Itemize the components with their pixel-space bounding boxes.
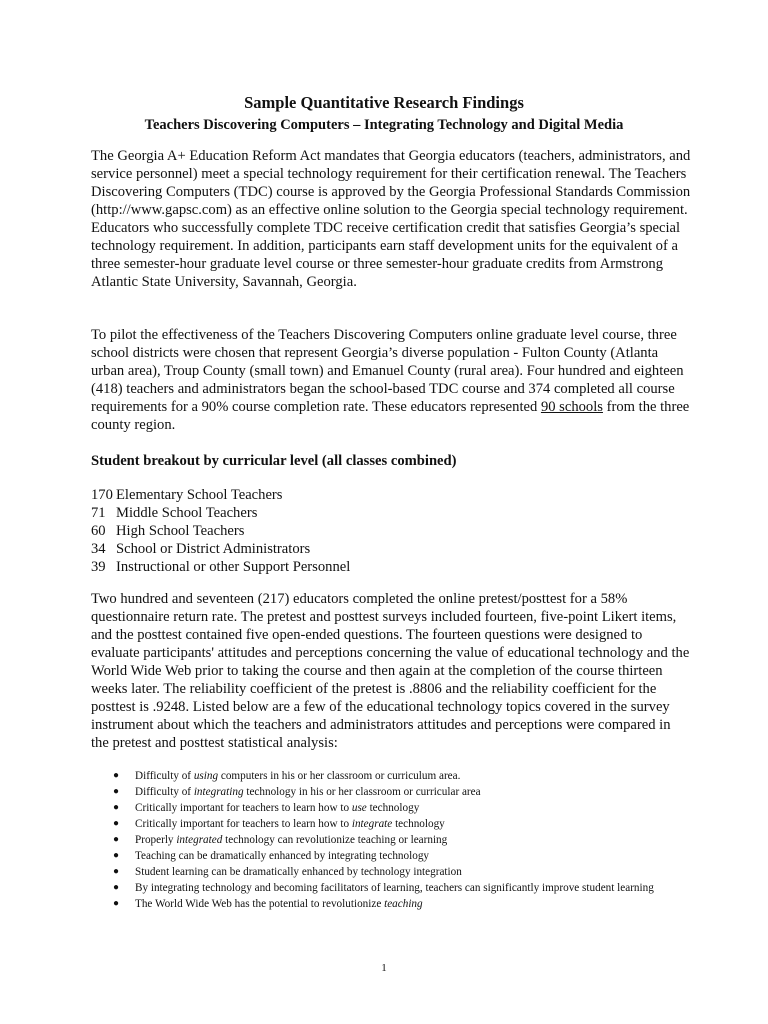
breakout-row bbox=[91, 558, 350, 576]
breakout-row bbox=[91, 522, 350, 540]
breakout-count: 60 bbox=[91, 523, 106, 539]
survey-topics-list bbox=[91, 768, 691, 912]
bullet-icon: ● bbox=[113, 866, 120, 877]
survey-paragraph: Two hundred and seventeen (217) educators completed the online pretest/posttest for a 58% questionnaire return rate. The pretest and posttest surveys included fourteen, five-point Likert items, and the posttest contained five open-ended questions. The fourteen questions were designed to evaluate participants' attitudes and perceptions concerning the value of educational technology and the World Wide Web prior to taking the course and then again at the completion of the course thirteen weeks later. The reliability coefficient of the pretest is .8806 and the reliability coefficient for the posttest is .9248. Listed below are a few of the educational technology topics covered in the survey instrument about which the teachers and administrators attitudes and perceptions were compared in the pretest and posttest statistical analysis: bbox=[91, 591, 690, 751]
list-item bbox=[91, 832, 691, 848]
bullet-icon: ● bbox=[113, 802, 120, 813]
list-item-text: By integrating technology and becoming facilitators of learning, teachers can significantly improve student learning bbox=[135, 882, 654, 894]
bullet-icon: ● bbox=[113, 882, 120, 893]
list-item bbox=[91, 896, 691, 912]
list-item bbox=[91, 880, 691, 896]
list-item bbox=[91, 816, 691, 832]
document-subtitle: Teachers Discovering Computers – Integrating Technology and Digital Media bbox=[144, 117, 624, 133]
bullet-icon: ● bbox=[113, 818, 120, 829]
bullet-icon: ● bbox=[113, 786, 120, 797]
list-item bbox=[91, 784, 691, 800]
breakout-label: School or District Administrators bbox=[116, 541, 311, 557]
list-item-text: Critically important for teachers to learn how to integrate technology bbox=[135, 818, 445, 830]
page-number: 1 bbox=[381, 962, 387, 974]
breakout-label: Instructional or other Support Personnel bbox=[116, 559, 351, 575]
pilot-text-before: To pilot the effectiveness of the Teachers Discovering Computers online graduate level course, three school districts were chosen that represent Georgia’s diverse population - Fulton County (Atlanta urban area), Troup County (small town) and Emanuel County (rural area). Four hundred and eighteen (418) teachers and administrators began the school-based TDC course and 374 completed all course requirements for a 90% course completion rate. These educators represented bbox=[91, 327, 684, 415]
breakout-count: 34 bbox=[91, 541, 106, 557]
breakout-label: High School Teachers bbox=[116, 523, 245, 539]
breakout-count: 39 bbox=[91, 559, 106, 575]
bullet-icon: ● bbox=[113, 898, 120, 909]
list-item-text: Difficulty of using computers in his or her classroom or curriculum area. bbox=[135, 770, 461, 782]
list-item bbox=[91, 768, 691, 784]
document-title: Sample Quantitative Research Findings bbox=[244, 93, 524, 112]
breakout-count: 71 bbox=[91, 505, 106, 521]
schools-underlined-text: 90 schools bbox=[540, 399, 603, 415]
list-item-text: Difficulty of integrating technology in his or her classroom or curricular area bbox=[135, 786, 481, 798]
list-item-text: Properly integrated technology can revolutionize teaching or learning bbox=[135, 834, 448, 846]
list-item-text: The World Wide Web has the potential to revolutionize teaching bbox=[135, 898, 423, 910]
breakout-row bbox=[91, 504, 350, 522]
breakout-label: Elementary School Teachers bbox=[116, 487, 283, 503]
breakout-label: Middle School Teachers bbox=[116, 505, 258, 521]
breakout-heading: Student breakout by curricular level (all classes combined) bbox=[91, 453, 457, 469]
bullet-icon: ● bbox=[113, 834, 120, 845]
breakout-count: 170 bbox=[91, 487, 113, 503]
list-item bbox=[91, 800, 691, 816]
bullet-icon: ● bbox=[113, 770, 120, 781]
list-item-text: Critically important for teachers to learn how to use technology bbox=[135, 802, 420, 814]
pilot-paragraph bbox=[91, 326, 691, 434]
list-item bbox=[91, 864, 691, 880]
list-item bbox=[91, 848, 691, 864]
breakout-list bbox=[91, 486, 350, 576]
pilot-text-after: from the three county region. bbox=[91, 399, 690, 433]
list-item-text: Teaching can be dramatically enhanced by integrating technology bbox=[135, 850, 430, 862]
breakout-row bbox=[91, 486, 350, 504]
breakout-row bbox=[91, 540, 350, 558]
intro-paragraph: The Georgia A+ Education Reform Act mandates that Georgia educators (teachers, administrators, and service personnel) meet a special technology requirement for their certification renewal. The Teachers Discovering Computers (TDC) course is approved by the Georgia Professional Standards Commission (http://www.gapsc.com) as an effective online solution to the Georgia special technology requirement. Educators who successfully complete TDC receive certification credit that satisfies Georgia’s special technology requirement. In addition, participants earn staff development units for the equivalent of a three semester-hour graduate level course or three semester-hour graduate credits from Armstrong Atlantic State University, Savannah, Georgia. bbox=[91, 148, 691, 290]
list-item-text: Student learning can be dramatically enhanced by technology integration bbox=[135, 866, 462, 878]
bullet-icon: ● bbox=[113, 850, 120, 861]
